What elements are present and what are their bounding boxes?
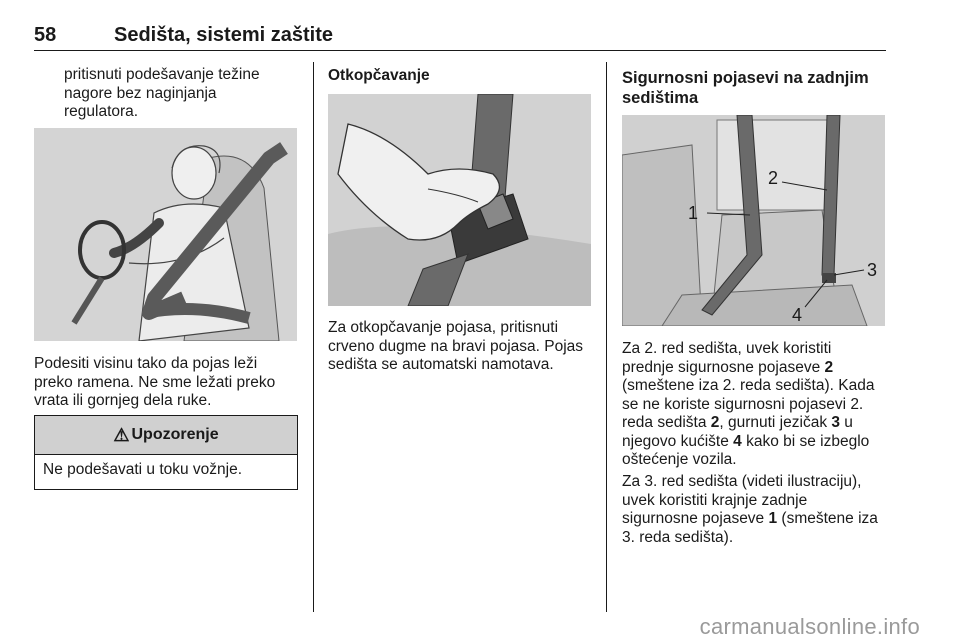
text-line: vrata ili gornjeg dela ruke. <box>34 392 212 409</box>
figure-label-1: 1 <box>688 203 699 223</box>
intro-line: pritisnuti podešavanje težine <box>64 66 260 83</box>
intro-line: nagore bez naginjanja <box>64 84 217 102</box>
warning-box <box>34 415 298 490</box>
text-line: uvek koristiti krajnje zadnje <box>622 491 808 509</box>
text-line: njegovo kućište 4 kako bi se izbeglo <box>622 432 870 450</box>
intro-line: regulatora. <box>64 103 139 120</box>
page-number: 58 <box>34 24 57 46</box>
text-line: se ne koriste sigurnosni pojasevi 2. <box>622 395 864 413</box>
text-line: oštećenje vozila. <box>622 451 737 468</box>
rear-seatbelts-illustration <box>622 115 885 326</box>
driver-seatbelt-illustration <box>34 128 297 341</box>
heading-line: Sigurnosni pojasevi na zadnjim <box>622 69 869 87</box>
unbuckling-text <box>328 319 583 375</box>
second-row-text <box>622 340 874 470</box>
text-line: Za 2. red sedišta, uvek koristiti <box>622 340 832 357</box>
text-line: 3. reda sedišta). <box>622 528 734 546</box>
figure-label-4: 4 <box>792 305 803 325</box>
warning-text: Ne podešavati u toku vožnje. <box>43 461 243 478</box>
page-header <box>34 22 886 51</box>
text-line: sedišta se automatski namotava. <box>328 356 554 373</box>
text-line: Za otkopčavanje pojasa, pritisnuti <box>328 319 559 336</box>
column-divider-2 <box>606 62 607 612</box>
warning-title: Upozorenje <box>131 426 219 443</box>
text-line: prednje sigurnosne pojaseve 2 <box>622 358 834 376</box>
text-line: reda sedišta 2, gurnuti jezičak 3 u <box>622 414 853 431</box>
buckle-release-illustration <box>328 94 591 306</box>
third-row-text <box>622 473 878 547</box>
rear-seatbelts-heading <box>622 68 869 108</box>
text-line: Za 3. red sedišta (videti ilustraciju), <box>622 473 862 490</box>
figure-label-3: 3 <box>867 260 878 280</box>
heading-line: sedištima <box>622 89 699 107</box>
height-adjust-text <box>34 355 275 411</box>
page-title: Sedišta, sistemi zaštite <box>114 24 333 46</box>
text-line: sigurnosne pojaseve 1 (smeštene iza <box>622 510 878 527</box>
figure-label-2: 2 <box>768 168 779 188</box>
unbuckling-heading: Otkopčavanje <box>328 67 430 84</box>
watermark: carmanualsonline.info <box>699 614 920 639</box>
text-line: preko ramena. Ne sme ležati preko <box>34 373 276 391</box>
warning-header <box>35 416 297 455</box>
column-divider-1 <box>313 62 314 612</box>
warning-icon: ⚠ <box>113 424 130 445</box>
text-line: crveno dugme na bravi pojasa. Pojas <box>328 337 584 355</box>
text-line: Podesiti visinu tako da pojas leži <box>34 355 258 372</box>
text-line: (smeštene iza 2. reda sedišta). Kada <box>622 377 875 394</box>
intro-text <box>64 66 260 122</box>
